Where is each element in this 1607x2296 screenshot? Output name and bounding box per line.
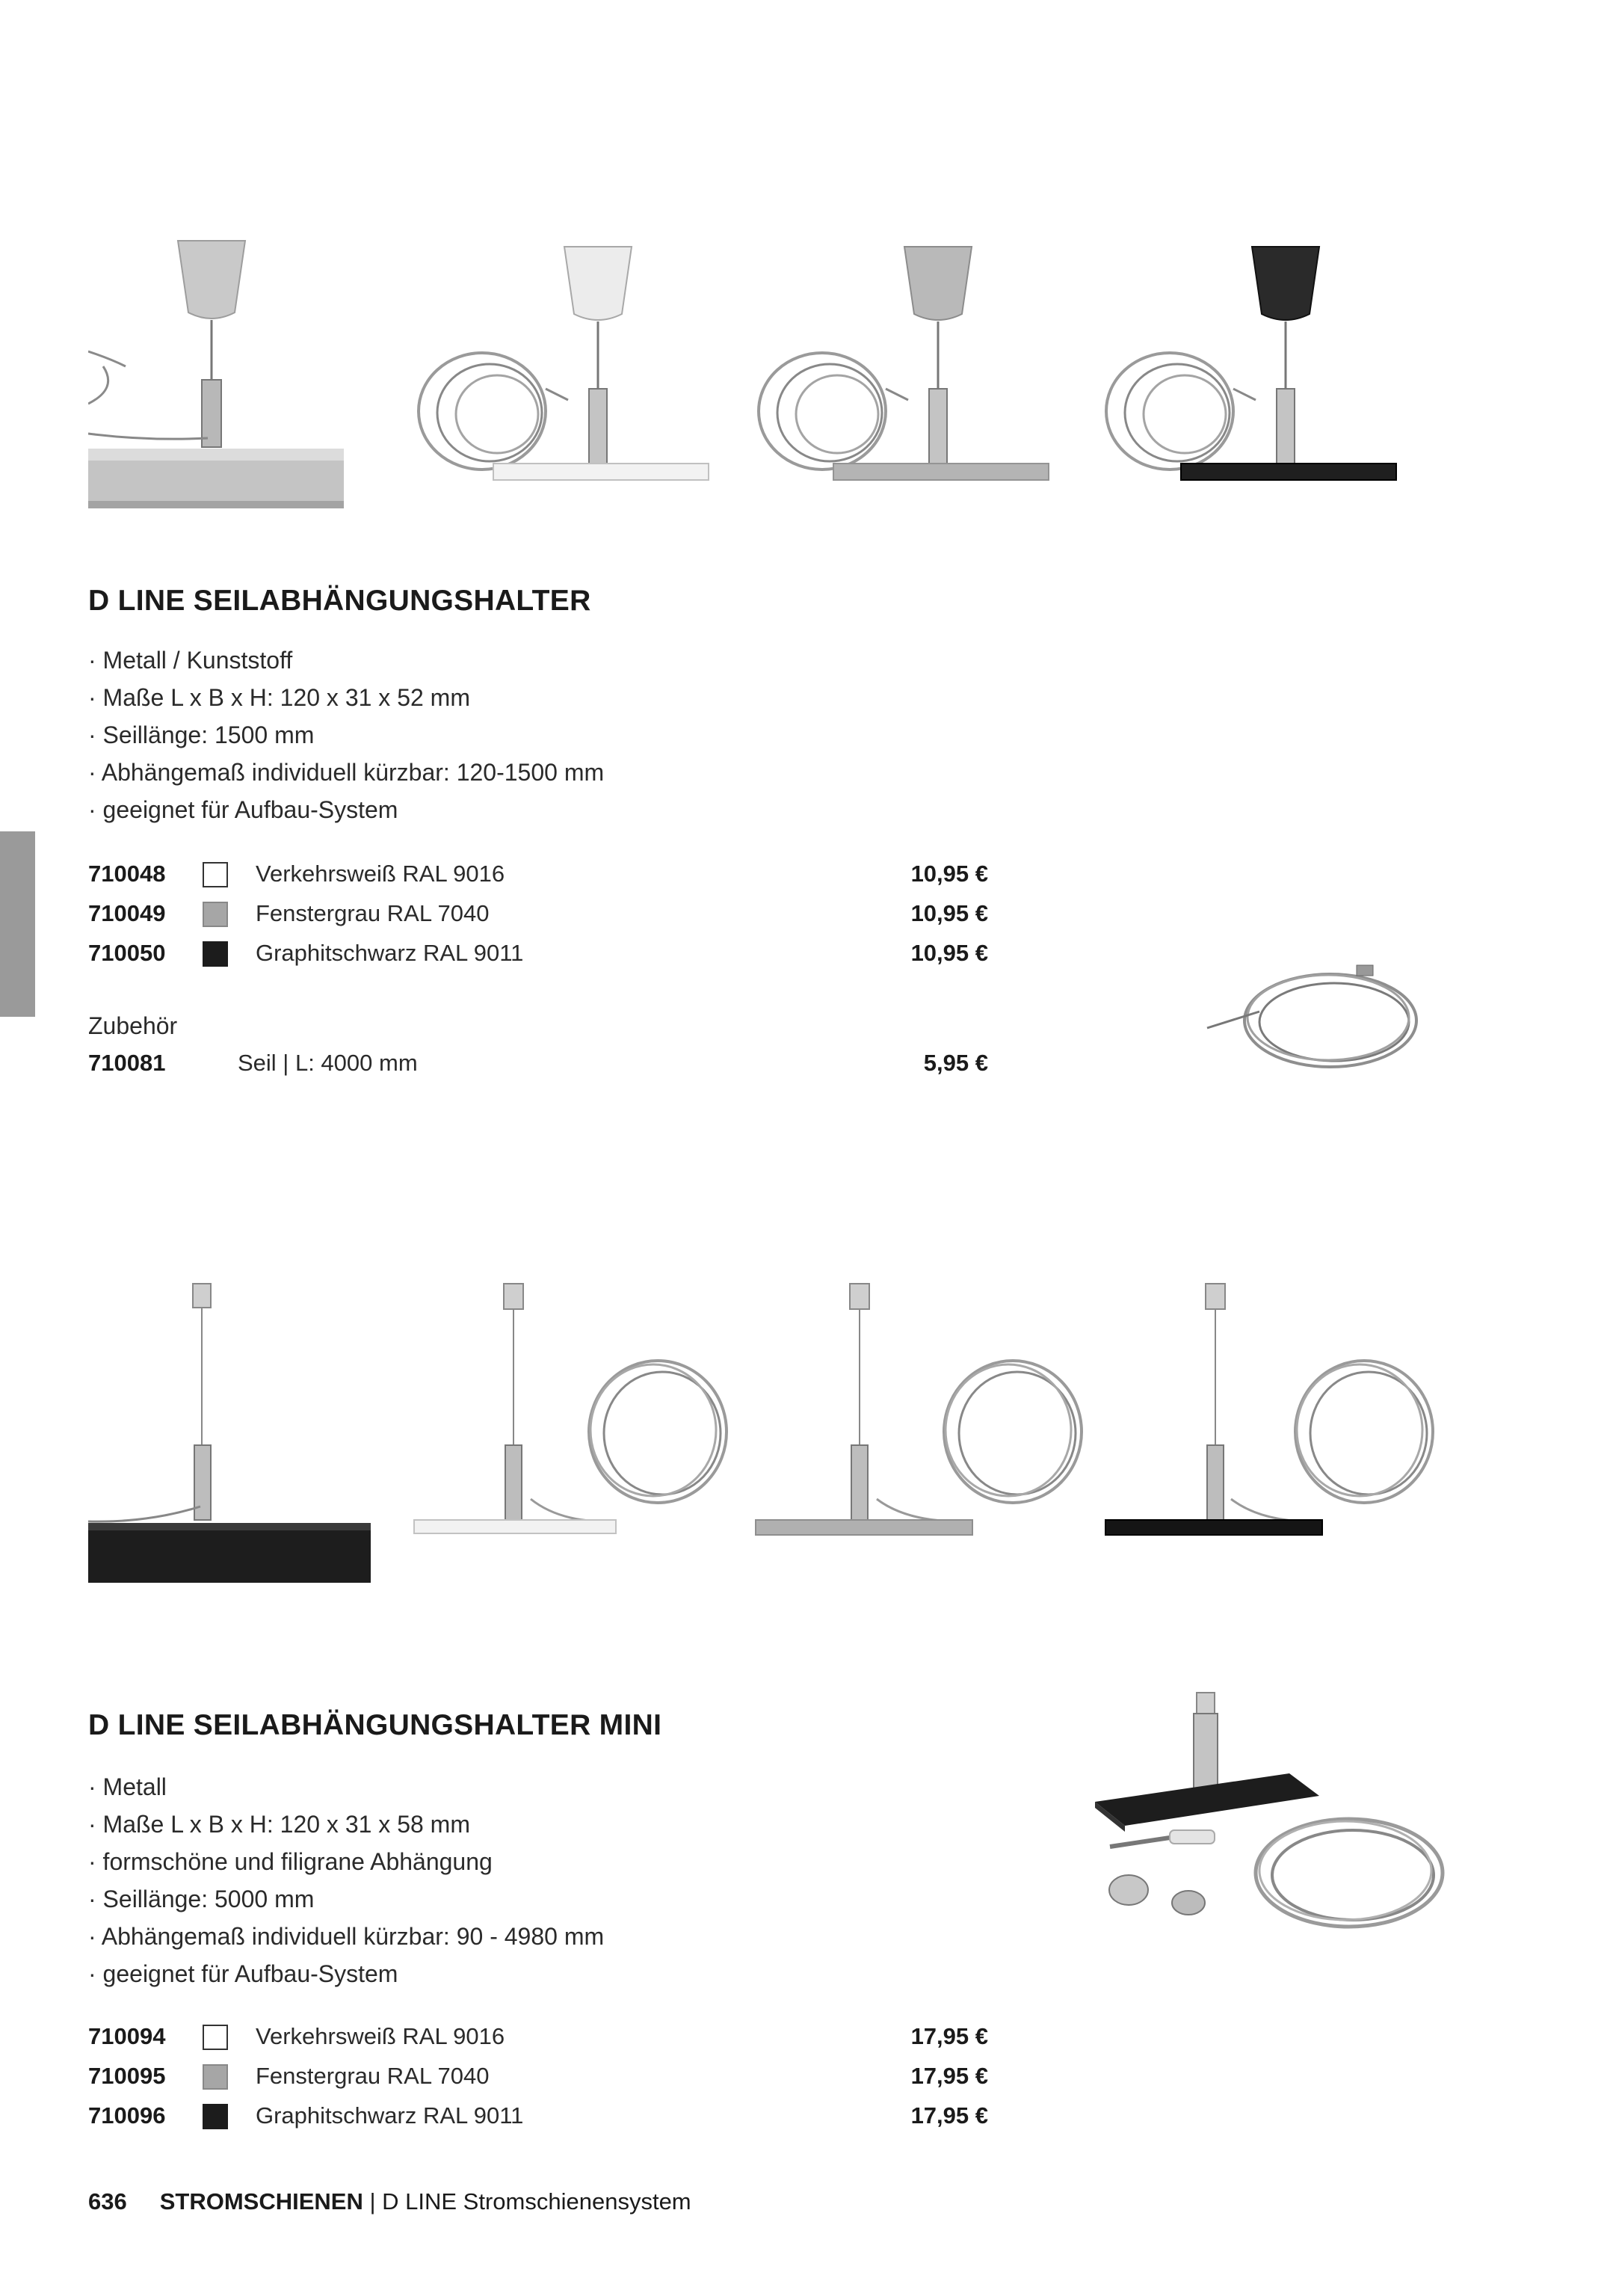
product-image-mini-mounted-rail bbox=[88, 1282, 372, 1589]
price: 10,95 € bbox=[910, 940, 988, 966]
color-name: Fenstergrau RAL 7040 bbox=[256, 900, 490, 926]
footer-separator: | bbox=[363, 2188, 383, 2215]
article-number: 710096 bbox=[88, 2102, 166, 2129]
article-number: 710095 bbox=[88, 2063, 166, 2089]
price: 17,95 € bbox=[910, 2102, 988, 2129]
variant-row bbox=[88, 934, 988, 971]
product-image-mounted-rail bbox=[88, 232, 350, 516]
price: 17,95 € bbox=[910, 2023, 988, 2049]
color-swatch bbox=[203, 941, 228, 967]
footer-subsection: D LINE Stromschienensystem bbox=[382, 2188, 691, 2215]
product-image-black-holder bbox=[1099, 239, 1398, 486]
color-name: Verkehrsweiß RAL 9016 bbox=[256, 2023, 505, 2049]
accessory-description: Seil | L: 4000 mm bbox=[238, 1050, 418, 1076]
price: 17,95 € bbox=[910, 2063, 988, 2089]
color-name: Fenstergrau RAL 7040 bbox=[256, 2063, 490, 2089]
page-footer bbox=[88, 2188, 691, 2215]
feature-item: · geeignet für Aufbau-System bbox=[88, 791, 604, 828]
product-image-white-holder bbox=[411, 239, 710, 486]
color-name: Graphitschwarz RAL 9011 bbox=[256, 940, 524, 966]
color-name: Verkehrsweiß RAL 9016 bbox=[256, 861, 505, 887]
product-image-mini-black bbox=[1102, 1282, 1446, 1544]
color-name: Graphitschwarz RAL 9011 bbox=[256, 2102, 524, 2129]
feature-item: · Metall bbox=[88, 1768, 604, 1806]
variant-row bbox=[88, 2096, 988, 2134]
color-swatch bbox=[203, 862, 228, 887]
product-image-cable bbox=[1200, 953, 1424, 1080]
product-image-mini-grey bbox=[751, 1282, 1095, 1544]
section2-feature-list bbox=[88, 1768, 604, 1992]
variant-row bbox=[88, 2057, 988, 2094]
article-number: 710094 bbox=[88, 2023, 166, 2049]
feature-item: · Metall / Kunststoff bbox=[88, 641, 604, 679]
section2-title: D LINE SEILABHÄNGUNGSHALTER MINI bbox=[88, 1709, 662, 1741]
article-number: 710048 bbox=[88, 861, 166, 887]
price: 10,95 € bbox=[910, 861, 988, 887]
section1-title: D LINE SEILABHÄNGUNGSHALTER bbox=[88, 585, 591, 617]
feature-item: · Maße L x B x H: 120 x 31 x 58 mm bbox=[88, 1806, 604, 1843]
feature-item: · Abhängemaß individuell kürzbar: 120-1500 mm bbox=[88, 754, 604, 791]
footer-section: STROMSCHIENEN bbox=[159, 2188, 363, 2215]
feature-item: · Seillänge: 1500 mm bbox=[88, 716, 604, 754]
feature-item: · Seillänge: 5000 mm bbox=[88, 1880, 604, 1918]
color-swatch bbox=[203, 902, 228, 927]
article-number: 710050 bbox=[88, 940, 166, 966]
accessory-label: Zubehör bbox=[88, 1012, 178, 1039]
color-swatch bbox=[203, 2025, 228, 2050]
feature-item: · Abhängemaß individuell kürzbar: 90 - 4980 mm bbox=[88, 1918, 604, 1955]
product-image-mini-kit bbox=[1095, 1690, 1454, 1959]
variant-row bbox=[88, 894, 988, 932]
feature-item: · formschöne und filigrane Abhängung bbox=[88, 1843, 604, 1880]
product-image-mini-white bbox=[411, 1282, 740, 1544]
section1-feature-list bbox=[88, 641, 604, 828]
price: 5,95 € bbox=[923, 1050, 988, 1076]
feature-item: · geeignet für Aufbau-System bbox=[88, 1955, 604, 1992]
variant-row bbox=[88, 2017, 988, 2055]
side-tab-marker bbox=[0, 831, 35, 1017]
color-swatch bbox=[203, 2064, 228, 2090]
page-number: 636 bbox=[88, 2188, 127, 2215]
accessory-row bbox=[88, 1050, 988, 1087]
price: 10,95 € bbox=[910, 900, 988, 926]
article-number: 710049 bbox=[88, 900, 166, 926]
feature-item: · Maße L x B x H: 120 x 31 x 52 mm bbox=[88, 679, 604, 716]
variant-row bbox=[88, 855, 988, 892]
article-number: 710081 bbox=[88, 1050, 166, 1076]
product-image-grey-holder bbox=[751, 239, 1050, 486]
color-swatch bbox=[203, 2104, 228, 2129]
